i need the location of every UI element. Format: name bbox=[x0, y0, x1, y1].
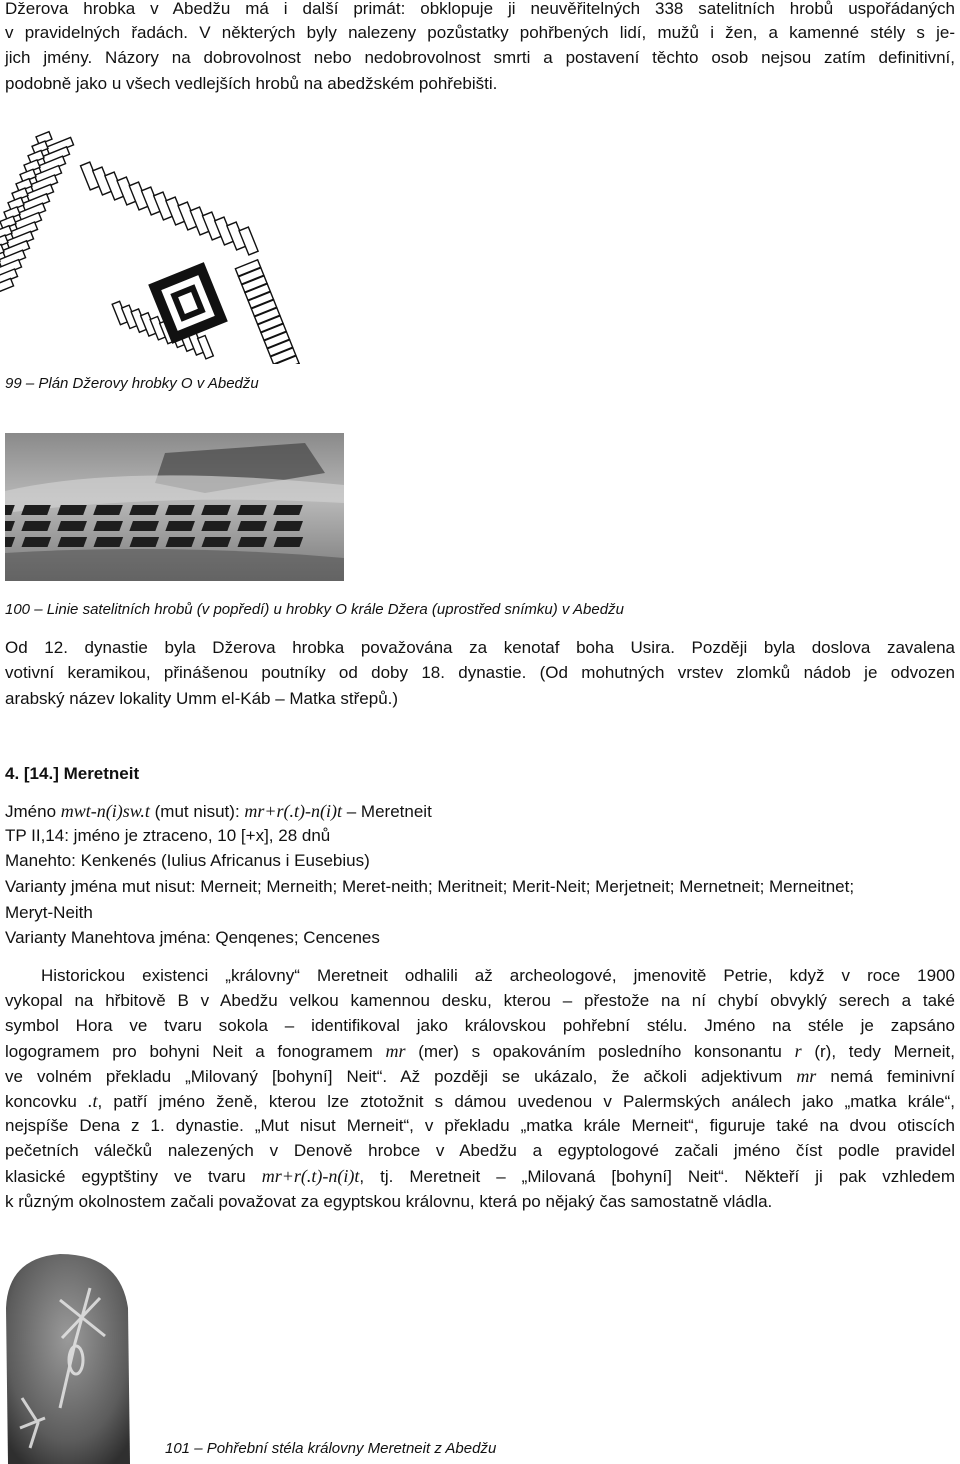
para3-line-2: vykopal na hřbitově B v Abedžu velkou kamennou desku, kterou – přestože na ní chybí obvyklý serech a také bbox=[5, 991, 955, 1010]
intro-line-1: Džerova hrobka v Abedžu má i další primát: obklopuje ji neuvěřitelných 338 satelitních hrobů uspořádaných bbox=[5, 0, 955, 18]
para3-line-3: symbol Hora ve tvaru sokola – identifikoval jako královskou pohřební stélu. Jméno na stéle je zapsáno bbox=[5, 1016, 955, 1035]
name-mid: (mut nisut): bbox=[149, 802, 245, 821]
para3-l6a: koncovku bbox=[5, 1092, 88, 1111]
para3-line-4 bbox=[5, 1038, 955, 1065]
para3-line-1-text: Historickou existenci „královny“ Meretneit odhalili až archeologové, jmenovitě Petrie, když v roce 1900 bbox=[41, 966, 955, 985]
para3-l6b: .t bbox=[88, 1091, 98, 1111]
grave-pit bbox=[237, 505, 267, 515]
para3-l5b: mr bbox=[796, 1066, 817, 1086]
para3-l4e: (r), tedy Merneit, bbox=[801, 1042, 955, 1061]
manehto-variants-line: Varianty Manehtova jména: Qenqenes; Cencenes bbox=[5, 928, 380, 947]
name-line bbox=[5, 798, 432, 825]
grave-pit bbox=[273, 505, 303, 515]
para3-line-1 bbox=[5, 963, 955, 989]
grave-pit bbox=[166, 537, 196, 547]
para2-line-2: votivní keramikou, přinášenou poutníky od doby 18. dynastie. (Od mohutných vrstev zlomků nádob je odvozen bbox=[5, 663, 955, 682]
figure-101-caption: 101 – Pohřební stéla královny Meretneit z Abedžu bbox=[165, 1440, 497, 1457]
grave-pit bbox=[237, 521, 267, 531]
grave-pit bbox=[273, 521, 303, 531]
variants-line-2: Meryt-Neith bbox=[5, 903, 93, 922]
grave-pit bbox=[93, 505, 123, 515]
para3-l4a: logogramem pro bohyni Neit a fonogramem bbox=[5, 1042, 386, 1061]
para3-l5c: nemá feminivní bbox=[816, 1067, 955, 1086]
grave-pit bbox=[58, 537, 88, 547]
grave-pit bbox=[93, 521, 123, 531]
para3-line-9 bbox=[5, 1163, 955, 1190]
grave-pit bbox=[201, 505, 231, 515]
para3-l4b: mr bbox=[385, 1041, 406, 1061]
para3-line-8: pečetních válečků nalezených v Denově hrobce v Abedžu a egyptologové začali jméno číst podle pravidel bbox=[5, 1141, 955, 1160]
para3-l4c: (mer) s opakováním posledního konsonantu bbox=[405, 1042, 795, 1061]
grave-pit bbox=[21, 505, 51, 515]
grave-pit bbox=[201, 521, 231, 531]
grave-pit bbox=[22, 537, 52, 547]
tomb-plan-figure bbox=[0, 128, 300, 364]
grave-pit bbox=[21, 521, 51, 531]
name-suffix: – Meretneit bbox=[342, 802, 432, 821]
grave-pit bbox=[57, 505, 87, 515]
para3-line-7: nejspíše Dena z 1. dynastie. „Mut nisut Merneit“, v překladu „matka krále Merneit“, figuruje také na dvou otiscích bbox=[5, 1116, 955, 1135]
intro-line-4: podobně jako u všech vedlejších hrobů na abedžském pohřebišti. bbox=[5, 74, 498, 93]
grave-pit bbox=[165, 521, 195, 531]
stela-photo bbox=[0, 1248, 135, 1464]
para2-line-1: Od 12. dynastie byla Džerova hrobka považována za kenotaf boha Usira. Později byla doslova zavalena bbox=[5, 638, 955, 657]
para3-line-10: k různým okolnostem začali považovat za egyptskou královnu, která po nějaký čas samostatně vládla. bbox=[5, 1192, 773, 1211]
intro-line-2: v pravidelných řadách. V některých byly nalezeny pozůstatky pohřbených lidí, mužů i žen, a kamenné stély s je- bbox=[5, 23, 955, 42]
para3-line-6 bbox=[5, 1088, 955, 1115]
para3-l6c: , patří jméno ženě, kterou lze ztotožnit s dámou uvedenou v Palermských análech jako „matka krále“, bbox=[97, 1092, 955, 1111]
figure-99-caption: 99 – Plán Džerovy hrobky O v Abedžu bbox=[5, 375, 259, 392]
name-transliteration-2: mr+r(.t)-n(i)t bbox=[244, 801, 343, 821]
grave-pit bbox=[94, 537, 124, 547]
grave-pit bbox=[274, 537, 304, 547]
para3-l9b: mr+r(.t)-n(i)t bbox=[261, 1166, 360, 1186]
para3-l9c: , tj. Meretneit – „Milovaná [bohyní] Neit“. Někteří ji pak vzhledem bbox=[359, 1167, 955, 1186]
grave-pit bbox=[238, 537, 268, 547]
grave-pit bbox=[129, 505, 159, 515]
tp-line: TP II,14: jméno je ztraceno, 10 [+x], 28 dnů bbox=[5, 826, 331, 845]
para2-line-3: arabský název lokality Umm el-Káb – Matka střepů.) bbox=[5, 689, 399, 708]
grave-pit bbox=[202, 537, 232, 547]
satellite-tombs-photo bbox=[5, 433, 344, 581]
section-heading: 4. [14.] Meretneit bbox=[5, 764, 140, 783]
satellite-row-left bbox=[0, 132, 74, 296]
variants-line-1: Varianty jména mut nisut: Merneit; Merneith; Meret-neith; Meritneit; Merit-Neit; Merjetneit; Mernetneit; Merneitnet; bbox=[5, 877, 855, 896]
grave-cell bbox=[0, 244, 4, 257]
grave-pit bbox=[129, 521, 159, 531]
grave-pit bbox=[57, 521, 87, 531]
grave-pit bbox=[130, 537, 160, 547]
para3-l4d: r bbox=[794, 1041, 802, 1061]
satellite-row-right bbox=[235, 260, 300, 364]
para3-l9a: klasické egyptštiny ve tvaru bbox=[5, 1167, 262, 1186]
para3-line-5 bbox=[5, 1063, 955, 1090]
intro-line-3: jich jmény. Názory na dobrovolnost nebo nedobrovolnost smrti a postavení těchto osob nejsou zatím definitivní, bbox=[5, 48, 955, 67]
para3-l5a: ve volném překladu „Milovaný [bohyní] Neit“. Až později se ukázalo, že ačkoli adjektivum bbox=[5, 1067, 797, 1086]
name-prefix: Jméno bbox=[5, 802, 61, 821]
satellite-row-top bbox=[80, 162, 258, 255]
figure-100-caption: 100 – Linie satelitních hrobů (v popředí) u hrobky O krále Džera (uprostřed snímku) v Abedžu bbox=[5, 601, 624, 618]
manehto-line: Manehto: Kenkenés (Iulius Africanus i Eusebius) bbox=[5, 851, 370, 870]
grave-pit bbox=[165, 505, 195, 515]
name-transliteration: mwt-n(i)sw.t bbox=[60, 801, 150, 821]
